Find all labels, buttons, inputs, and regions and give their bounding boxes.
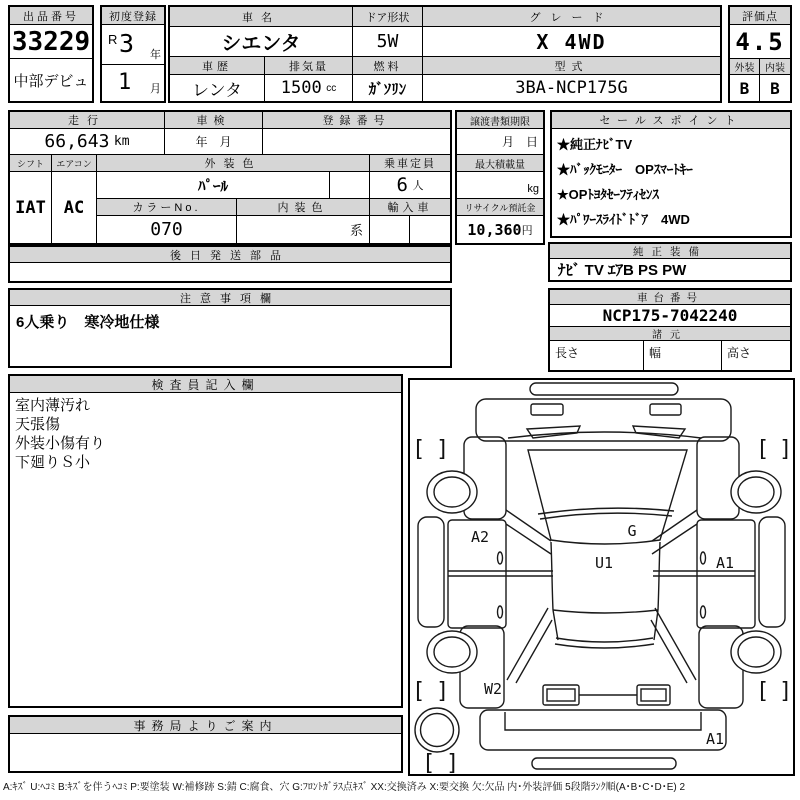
right-side-molding [759, 517, 785, 627]
factory-equipment-label: 純正装備 [550, 244, 790, 259]
door-handle [498, 552, 503, 564]
score-value: 4.5 [730, 25, 790, 59]
sales-points-box [550, 110, 792, 238]
era-year: 3 [119, 29, 135, 58]
bracket-icon: ] [436, 437, 450, 462]
mileage-value [10, 129, 165, 155]
notes-box [8, 288, 452, 368]
displacement-number: 1500 [280, 78, 322, 98]
wheel-rear-left-inner [434, 637, 470, 667]
bracket-icon: ] [446, 751, 460, 774]
front-bumper-bar [530, 383, 678, 395]
usage-block [8, 110, 452, 245]
shift-label: シフト [10, 155, 52, 172]
wheel-front-left-inner [434, 477, 470, 507]
interior-grade-value: B [770, 78, 780, 98]
registration-no-value [263, 129, 450, 155]
front-right-fender [697, 437, 739, 519]
aircon-value: AC [52, 172, 97, 243]
damage-label-a2: A2 [470, 528, 490, 546]
width-label: 幅 [644, 341, 722, 370]
first-registration-month-cell [102, 65, 164, 101]
bracket-icon: ] [436, 679, 450, 704]
vehicle-info-table [168, 5, 722, 103]
windshield [528, 450, 687, 544]
chassis-no-label: 車台番号 [550, 290, 790, 305]
recycle-label: リサイクル預託金 [457, 199, 543, 216]
recycle-amount: 10,360 [467, 220, 522, 239]
score-label: 評価点 [730, 7, 790, 25]
factory-equipment-box [548, 242, 792, 282]
damage-label-g: G [627, 522, 637, 540]
transfer-docs-value: 月 日 [457, 129, 543, 155]
score-box [728, 5, 792, 103]
sales-point-item: ★ﾊﾞｯｸﾓﾆﾀｰ OPｽﾏｰﾄｷｰ [557, 162, 693, 177]
inspector-notes-body [10, 393, 401, 706]
door-shape-value: 5W [353, 27, 423, 57]
headlight-left [531, 404, 563, 415]
bracket-icon: [ [422, 751, 436, 774]
damage-diagram-box [408, 378, 795, 776]
taillight-left [543, 685, 579, 705]
history-label: 車歴 [170, 57, 265, 75]
length-label: 長さ [550, 341, 644, 370]
chassis-box [548, 288, 792, 372]
inspection-value: 年 月 [165, 129, 263, 155]
capacity-number: 6 [396, 174, 408, 196]
height-label: 高さ [727, 346, 752, 360]
c-pillars [507, 608, 696, 683]
interior-grade-label: 内装 [760, 59, 790, 75]
capacity-unit: 人 [412, 180, 424, 192]
model-code-value: 3BA-NCP175G [515, 78, 628, 98]
lot-box [8, 5, 94, 103]
dimensions-label: 諸元 [550, 327, 790, 341]
rear-glass-sides [553, 610, 658, 640]
car-name-value: シエンタ [170, 27, 353, 57]
exterior-color-value: ﾊﾟｰﾙ [97, 172, 330, 199]
door-handle [701, 606, 706, 618]
auction-venue: 中部デビュ [13, 72, 89, 90]
office-notice-box [8, 715, 403, 773]
later-shipping-label: 後日発送部品 [10, 247, 450, 263]
damage-label-a1-rear: A1 [705, 730, 725, 748]
interior-color-suffix: 系 [237, 216, 370, 243]
fuel-label: 燃料 [353, 57, 423, 75]
displacement-label: 排気量 [265, 57, 353, 75]
wheel-front-right-inner [738, 477, 774, 507]
inspection-label: 車検 [165, 112, 263, 129]
bracket-icon: ] [779, 437, 793, 462]
mileage-label: 走行 [10, 112, 165, 129]
fuel-value: ｶﾞｿﾘﾝ [353, 75, 423, 101]
notes-label: 注意事項欄 [10, 290, 450, 306]
sales-points-list [552, 129, 790, 236]
exterior-grade-label: 外装 [730, 59, 760, 75]
max-load-label: 最大積載量 [457, 155, 543, 172]
inspector-note-line: 天張傷 [15, 416, 61, 433]
bracket-icon: [ [756, 437, 770, 462]
transfer-docs-label: 譲渡書類期限 [457, 112, 543, 129]
damage-code-legend: A:ｷｽﾞ U:ﾍｺﾐ B:ｷｽﾞを伴うﾍｺﾐ P:要塗装 W:補修跡 S:錆 C:腐食、穴 G:ﾌﾛﾝﾄｶﾞﾗｽ点ｷｽﾞ XX:交換済み X:要交換 欠:欠品 内･外装評価 5段階ﾗﾝｸ順(A･B･C･D･E) 2 [3, 782, 686, 793]
era-letter: R [108, 32, 118, 47]
grade-label: グレード [423, 7, 720, 27]
rear-bumper-inner [505, 712, 701, 730]
mileage-unit: km [113, 134, 130, 149]
factory-equipment-value: ﾅﾋﾞ TV ｴｱB PS PW [558, 262, 687, 279]
damage-label-w2: W2 [483, 680, 503, 698]
history-value: レンタ [170, 75, 265, 101]
color-no-label: カラーNo. [97, 199, 237, 216]
taillight-right [637, 685, 670, 705]
damage-label-a1-side: A1 [715, 554, 735, 572]
first-registration-label: 初度登録 [102, 7, 164, 25]
imported-label: 輸入車 [370, 199, 450, 216]
door-handle [701, 552, 706, 564]
registration-no-label: 登録番号 [263, 112, 450, 129]
imported-cell-right [410, 216, 450, 243]
exterior-color-label: 外装色 [97, 155, 370, 172]
chassis-no-value: NCP175-7042240 [550, 305, 790, 327]
roof-sides [551, 542, 660, 610]
reg-month: 1 [118, 70, 132, 95]
lot-number: 33229 [10, 25, 92, 59]
door-handle [498, 606, 503, 618]
inspector-notes-label: 検査員記入欄 [10, 376, 401, 393]
sales-points-label: セールスポイント [552, 112, 790, 129]
imported-cell-left [370, 216, 410, 243]
inspector-notes-box [8, 374, 403, 708]
sales-point-item: ★ﾊﾟﾜｰｽﾗｲﾄﾞﾄﾞｱ 4WD [557, 212, 690, 227]
rear-glass-band [555, 638, 654, 648]
damage-labels [471, 522, 734, 748]
bracket-icon: ] [779, 679, 793, 704]
spare-tire-inner [421, 714, 454, 747]
max-load-unit: kg [457, 172, 543, 199]
month-unit: 月 [150, 83, 161, 95]
roof-rear-edge [553, 610, 658, 613]
capacity-value [370, 172, 450, 199]
displacement-value [265, 75, 353, 101]
first-registration-box [100, 5, 166, 103]
capacity-label: 乗車定員 [370, 155, 450, 172]
wheel-rear-right-inner [738, 637, 774, 667]
office-notice-label: 事務局よりご案内 [10, 717, 401, 734]
later-shipping-box [8, 245, 452, 283]
color-no-value: 070 [97, 216, 237, 243]
grade-value: X 4WD [423, 27, 720, 57]
sales-point-item: ★OPﾄﾖﾀｾｰﾌﾃｨｾﾝｽ [557, 187, 659, 202]
inspector-note-line: 外装小傷有り [15, 435, 106, 452]
taillight-left-inner [547, 689, 575, 701]
wiper-right [633, 426, 685, 438]
notes-value: 6人乗り 寒冷地仕様 [16, 314, 160, 331]
displacement-unit: cc [326, 82, 337, 94]
left-side-molding [418, 517, 444, 627]
car-name-label: 車名 [170, 7, 353, 27]
exterior-color-extra-cell [330, 172, 370, 199]
mileage-number: 66,643 [44, 131, 110, 152]
windshield-band [538, 508, 674, 519]
bracket-icon: [ [756, 679, 770, 704]
exterior-grade-value: B [730, 75, 760, 101]
recycle-value [457, 216, 543, 243]
bracket-icon: [ [412, 679, 426, 704]
bracket-icon: [ [412, 437, 426, 462]
car-damage-diagram [410, 380, 793, 774]
a-pillars [506, 510, 697, 554]
lot-label: 出品番号 [10, 7, 92, 25]
interior-color-label: 内装色 [237, 199, 370, 216]
door-shape-label: ドア形状 [353, 7, 423, 27]
taillight-right-inner [641, 689, 666, 701]
inspector-note-line: 下廻りＳ小 [15, 454, 91, 471]
shift-value: IAT [10, 172, 52, 243]
aircon-label: エアコン [52, 155, 97, 172]
sales-point-item: ★純正ﾅﾋﾞTV [557, 137, 633, 152]
front-fascia [476, 399, 731, 441]
year-unit: 年 [150, 49, 161, 61]
damage-label-u1: U1 [594, 554, 614, 572]
recycle-unit: 円 [521, 224, 533, 237]
inspector-note-line: 室内薄汚れ [15, 397, 91, 414]
rear-lower-bar [532, 758, 676, 769]
headlight-right [650, 404, 681, 415]
model-code-label: 型式 [423, 57, 720, 75]
docs-column [455, 110, 545, 245]
first-registration-year-cell [102, 25, 164, 65]
